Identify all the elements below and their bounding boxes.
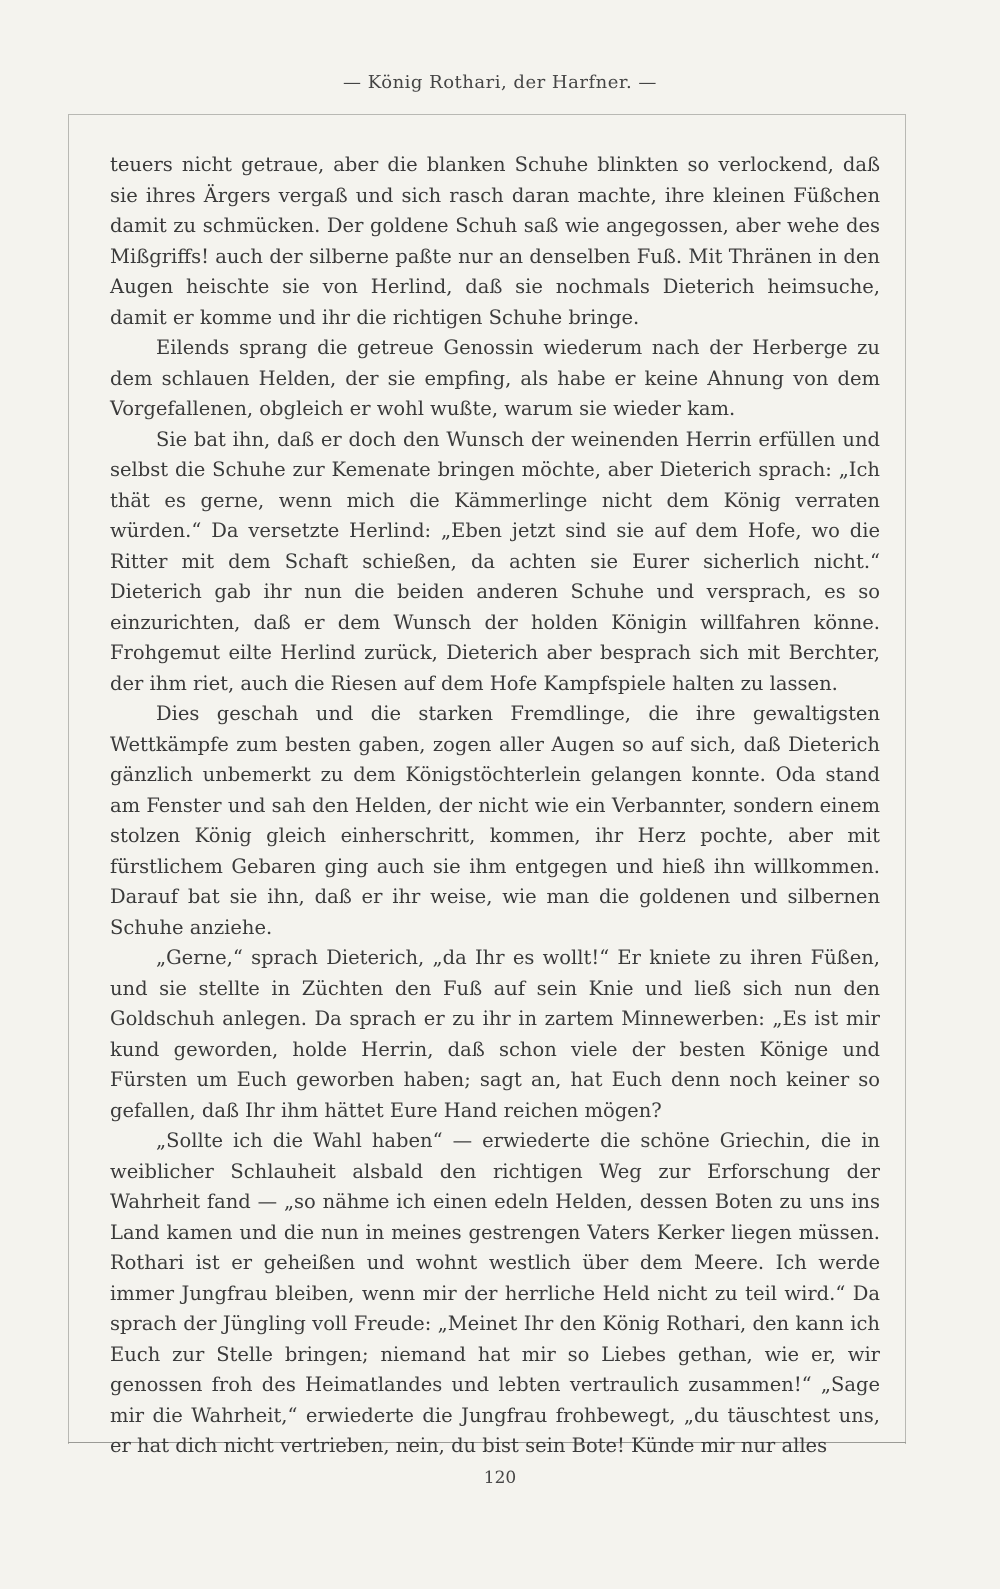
frame-top-rule bbox=[68, 114, 906, 115]
paragraph: „Gerne,“ sprach Dieterich, „da Ihr es wollt!“ Er kniete zu ihren Füßen, und sie stellte in Züchten den Fuß auf sein Knie und ließ sich nun den Goldschuh anlegen. Da sprach er zu ihr in zartem Minnewerben: „Es ist mir kund geworden, holde Herrin, daß schon viele der besten Könige und Fürsten um Euch geworben haben; sagt an, hat Euch denn noch keiner so gefallen, daß Ihr ihm hättet Eure Hand reichen mögen? bbox=[110, 946, 880, 1122]
paragraph: Eilends sprang die getreue Genossin wiederum nach der Herberge zu dem schlauen Helden, der sie empfing, als habe er keine Ahnung von dem Vorgefallenen, obgleich er wohl wußte, warum sie wieder kam. bbox=[110, 336, 880, 420]
paragraph: „Sollte ich die Wahl haben“ — erwiederte die schöne Griechin, die in weiblicher Schlauheit alsbald den richtigen Weg zur Erforschung der Wahrheit fand — „so nähme ich einen edeln Helden, dessen Boten zu uns ins Land kamen und die nun in meines gestrengen Vaters Kerker liegen müssen. Rothari ist er geheißen und wohnt westlich über dem Meere. Ich werde immer Jungfrau bleiben, wenn mir der herrliche Held nicht zu teil wird.“ Da sprach der Jüngling voll Freude: „Meinet Ihr den König Rothari, den kann ich Euch zur Stelle bringen; niemand hat mir so Liebes gethan, wie er, wir genossen froh des Heimatlandes und lebten vertraulich zusammen!“ „Sage mir die Wahrheit,“ erwiederte die Jungfrau frohbewegt, „du täuschtest uns, er hat dich nicht vertrieben, nein, du bist sein Bote! Künde mir nur alles bbox=[110, 1129, 880, 1457]
paragraph: teuers nicht getraue, aber die blanken Schuhe blinkten so verlockend, daß sie ihres Ärgers vergaß und sich rasch daran machte, ihre kleinen Füßchen damit zu schmücken. Der goldene Schuh saß wie angegossen, aber wehe des Mißgriffs! auch der silberne paßte nur an denselben Fuß. Mit Thränen in den Augen heischte sie von Herlind, daß sie nochmals Dieterich heimsuche, damit er komme und ihr die richtigen Schuhe bringe. bbox=[110, 153, 880, 329]
paragraph: Dies geschah und die starken Fremdlinge, die ihre gewaltigsten Wettkämpfe zum besten gaben, zogen aller Augen so auf sich, daß Dieterich gänzlich unbemerkt zu dem Königstöchterlein gelangen konnte. Oda stand am Fenster und sah den Helden, der nicht wie ein Verbannter, sondern einem stolzen König gleich einherschritt, kommen, ihr Herz pochte, aber mit fürstlichem Gebaren ging auch sie ihm entgegen und hieß ihn willkommen. Darauf bat sie ihn, daß er ihr weise, wie man die goldenen und silbernen Schuhe anziehe. bbox=[110, 702, 880, 939]
paragraph: Sie bat ihn, daß er doch den Wunsch der weinenden Herrin erfüllen und selbst die Schuhe zur Kemenate bringen möchte, aber Dieterich sprach: „Ich thät es gerne, wenn mich die Kämmerlinge nicht dem König verraten würden.“ Da versetzte Herlind: „Eben jetzt sind sie auf dem Hofe, wo die Ritter mit dem Schaft schießen, da achten sie Eurer sicherlich nicht.“ Dieterich gab ihr nun die beiden anderen Schuhe und versprach, es so einzurichten, daß er dem Wunsch der holden Königin willfahren könne. Frohgemut eilte Herlind zurück, Dieterich aber besprach sich mit Berchter, der ihm riet, auch die Riesen auf dem Hofe Kampfspiele halten zu lassen. bbox=[110, 427, 880, 695]
body-text bbox=[110, 150, 880, 1462]
running-head: — König Rothari, der Harfner. — bbox=[343, 72, 657, 93]
page-number: 120 bbox=[483, 1468, 517, 1488]
